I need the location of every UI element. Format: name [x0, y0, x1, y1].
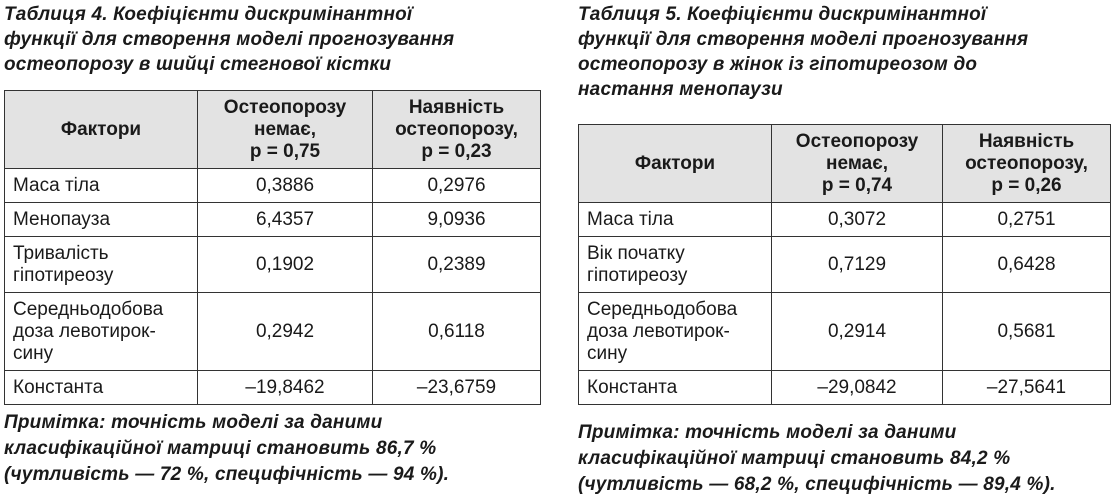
value-cell: 0,1902 — [198, 237, 373, 293]
table-4-note-wrap — [0, 404, 449, 488]
table-5-caption: Таблиця 5. Коефіцієнти дискримінантної функції для створення моделі прогнозування остеопорозу в жінок із гіпотиреозом до настання менопаузи — [578, 4, 1029, 100]
factor-cell: Менопауза — [5, 203, 198, 237]
table-row — [5, 371, 541, 405]
table-row — [5, 203, 541, 237]
value-cell: 0,3886 — [198, 169, 373, 203]
value-cell: 0,3072 — [772, 203, 943, 237]
table-row — [5, 169, 541, 203]
value-cell: 0,2389 — [373, 237, 541, 293]
column-header-no-osteoporosis: Остеопорозу немає, p = 0,74 — [772, 125, 943, 203]
column-header-factors: Фактори — [5, 91, 198, 169]
value-cell: 0,2942 — [198, 293, 373, 371]
column-header-osteoporosis-present: Наявність остеопорозу, p = 0,23 — [373, 91, 541, 169]
factor-cell: Вік початку гіпотиреозу — [579, 237, 772, 293]
table-row — [579, 203, 1111, 237]
factor-cell: Маса тіла — [579, 203, 772, 237]
value-cell: 6,4357 — [198, 203, 373, 237]
value-cell: 0,6118 — [373, 293, 541, 371]
value-cell: –27,5641 — [943, 371, 1111, 405]
value-cell: –19,8462 — [198, 371, 373, 405]
table-row — [579, 293, 1111, 371]
value-cell: 0,6428 — [943, 237, 1111, 293]
factor-cell: Константа — [5, 371, 198, 405]
table-5 — [578, 124, 1111, 405]
value-cell: 0,2914 — [772, 293, 943, 371]
table-row — [5, 293, 541, 371]
column-header-osteoporosis-present: Наявність остеопорозу, p = 0,26 — [943, 125, 1111, 203]
factor-cell: Середньодобова доза левотирок- сину — [579, 293, 772, 371]
table-row — [579, 237, 1111, 293]
table-5-note-wrap — [574, 414, 1056, 498]
table-4-caption: Таблиця 4. Коефіцієнти дискримінантної функції для створення моделі прогнозування остеопорозу в шийці стегнової кістки — [4, 4, 455, 75]
table-4 — [4, 90, 541, 405]
table-4-header-row — [5, 91, 541, 169]
table-4-block — [0, 0, 545, 485]
value-cell: 0,2751 — [943, 203, 1111, 237]
factor-cell: Константа — [579, 371, 772, 405]
factor-cell: Тривалість гіпотиреозу — [5, 237, 198, 293]
column-header-factors: Фактори — [579, 125, 772, 203]
column-header-no-osteoporosis: Остеопорозу немає, p = 0,75 — [198, 91, 373, 169]
factor-cell: Маса тіла — [5, 169, 198, 203]
table-4-note: Примітка: точність моделі за даними класифікаційної матриці становить 86,7 % (чутливість — 72 %, специфічність — 94 %). — [4, 412, 450, 485]
value-cell: –29,0842 — [772, 371, 943, 405]
table-5-block — [574, 0, 1116, 495]
table-row — [5, 237, 541, 293]
value-cell: 0,2976 — [373, 169, 541, 203]
value-cell: 0,7129 — [772, 237, 943, 293]
factor-cell: Середньодобова доза левотирок- сину — [5, 293, 198, 371]
value-cell: –23,6759 — [373, 371, 541, 405]
table-5-note: Примітка: точність моделі за даними класифікаційної матриці становить 84,2 % (чутливість — 68,2 %, специфічність — 89,4 %). — [578, 422, 1056, 495]
table-row — [579, 371, 1111, 405]
table-5-header-row — [579, 125, 1111, 203]
value-cell: 0,5681 — [943, 293, 1111, 371]
value-cell: 9,0936 — [373, 203, 541, 237]
